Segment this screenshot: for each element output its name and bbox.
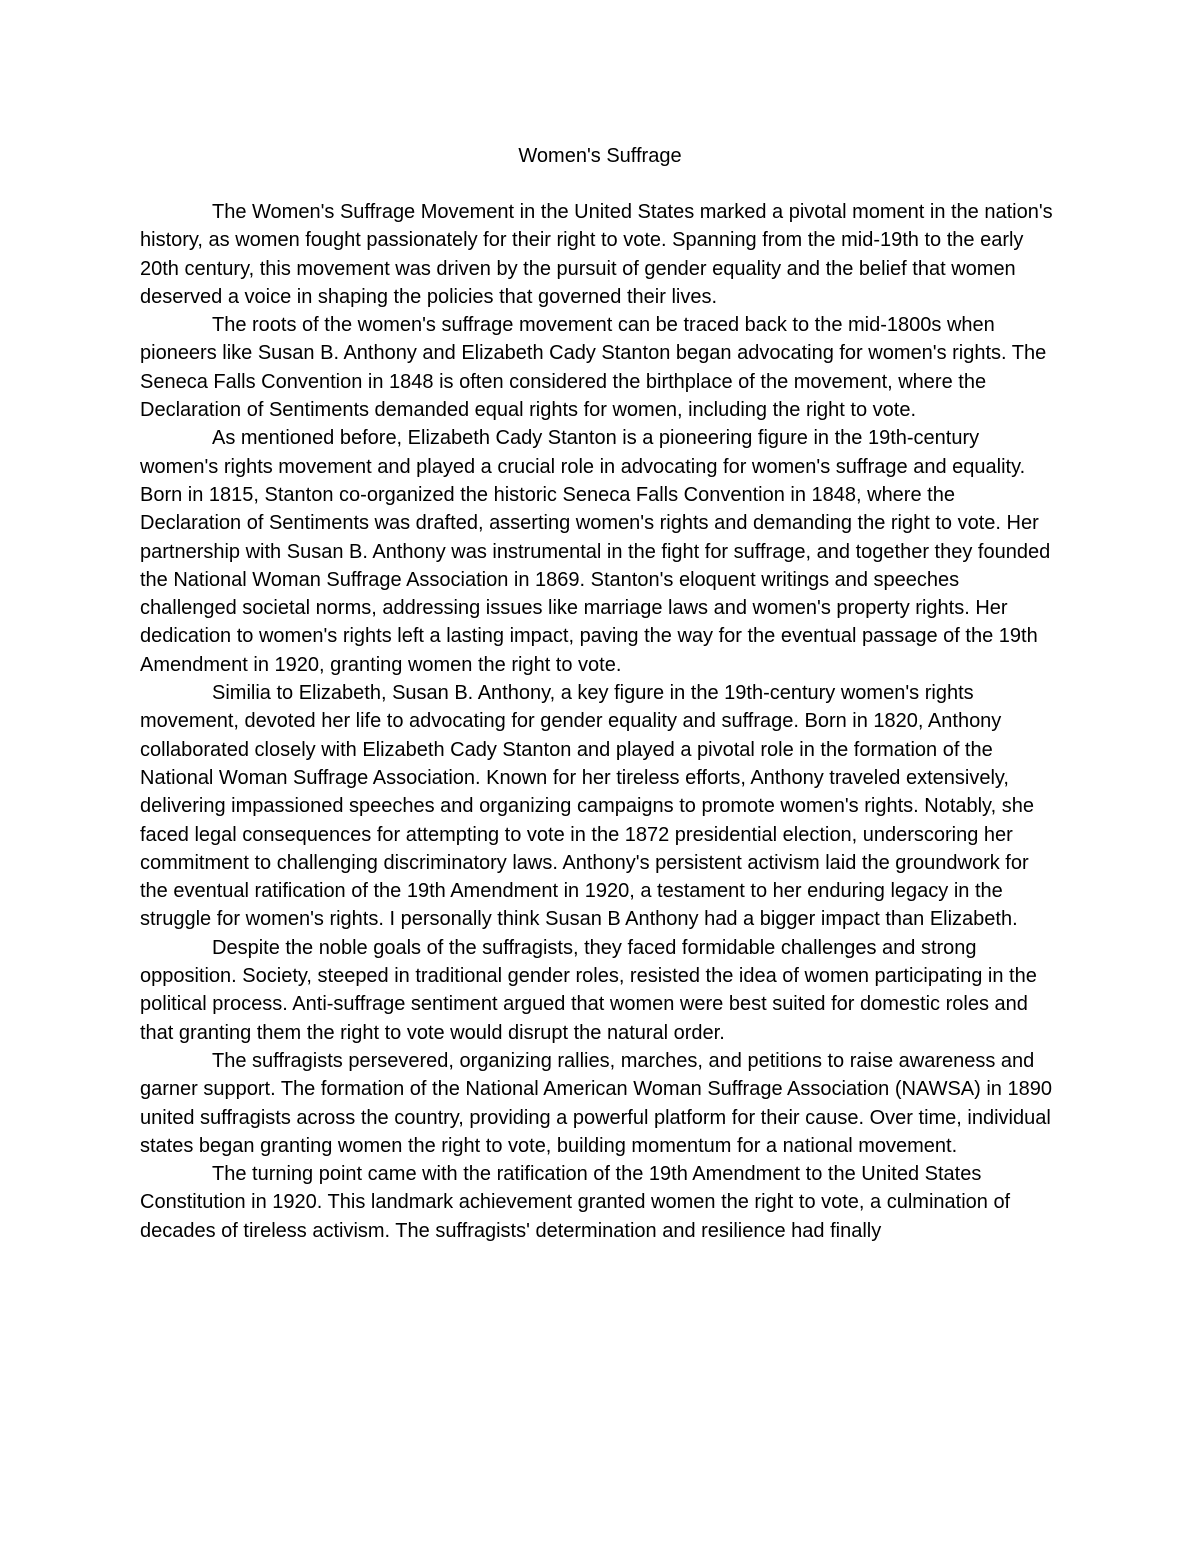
paragraph-perseverance: The suffragists persevered, organizing rallies, marches, and petitions to raise awareness and garner support. The formation of the National American Woman Suffrage Association (NAWSA) in 1890 united suffragists across the country, providing a powerful platform for their cause. Over time, individual states began granting women the right to vote, building momentum for a national movement. bbox=[140, 1049, 1052, 1157]
paragraph-stanton: As mentioned before, Elizabeth Cady Stanton is a pioneering figure in the 19th-century women's rights movement and played a crucial role in advocating for women's suffrage and equality. Born in 1815, Stanton co-organized the historic Seneca Falls Convention in 1848, where the Declaration of Sentiments was drafted, asserting women's rights and demanding the right to vote. Her partnership with Susan B. Anthony was instrumental in the fight for suffrage, and together they founded the National Woman Suffrage Association in 1869. Stanton's eloquent writings and speeches challenged societal norms, addressing issues like marriage laws and women's property rights. Her dedication to women's rights left a lasting impact, paving the way for the eventual passage of the 19th Amendment in 1920, granting women the right to vote. bbox=[140, 427, 1051, 676]
document-body bbox=[140, 198, 1060, 1245]
paragraph-turning-point: The turning point came with the ratification of the 19th Amendment to the United States Constitution in 1920. This landmark achievement granted women the right to vote, a culmination of decades of tireless activism. The suffragists' determination and resilience had finally bbox=[140, 1163, 1011, 1242]
document-title: Women's Suffrage bbox=[518, 145, 682, 167]
paragraph-roots: The roots of the women's suffrage movement can be traced back to the mid-1800s when pioneers like Susan B. Anthony and Elizabeth Cady Stanton began advocating for women's rights. The Seneca Falls Convention in 1848 is often considered the birthplace of the movement, where the Declaration of Sentiments demanded equal rights for women, including the right to vote. bbox=[140, 314, 1047, 422]
paragraph-challenges: Despite the noble goals of the suffragists, they faced formidable challenges and strong opposition. Society, steeped in traditional gender roles, resisted the idea of women participating in the political process. Anti-suffrage sentiment argued that women were best suited for domestic roles and that granting them the right to vote would disrupt the natural order. bbox=[140, 936, 1037, 1044]
paragraph-introduction: The Women's Suffrage Movement in the United States marked a pivotal moment in the nation's history, as women fought passionately for their right to vote. Spanning from the mid-19th to the early 20th century, this movement was driven by the pursuit of gender equality and the belief that women deserved a voice in shaping the policies that governed their lives. bbox=[140, 201, 1053, 308]
paragraph-anthony: Similia to Elizabeth, Susan B. Anthony, a key figure in the 19th-century women's rights movement, devoted her life to advocating for gender equality and suffrage. Born in 1820, Anthony collaborated closely with Elizabeth Cady Stanton and played a pivotal role in the formation of the National Woman Suffrage Association. Known for her tireless efforts, Anthony traveled extensively, delivering impassioned speeches and organizing campaigns to promote women's rights. Notably, she faced legal consequences for attempting to vote in the 1872 presidential election, underscoring her commitment to challenging discriminatory laws. Anthony's persistent activism laid the groundwork for the eventual ratification of the 19th Amendment in 1920, a testament to her enduring legacy in the struggle for women's rights. I personally think Susan B Anthony had a bigger impact than Elizabeth. bbox=[140, 682, 1034, 931]
